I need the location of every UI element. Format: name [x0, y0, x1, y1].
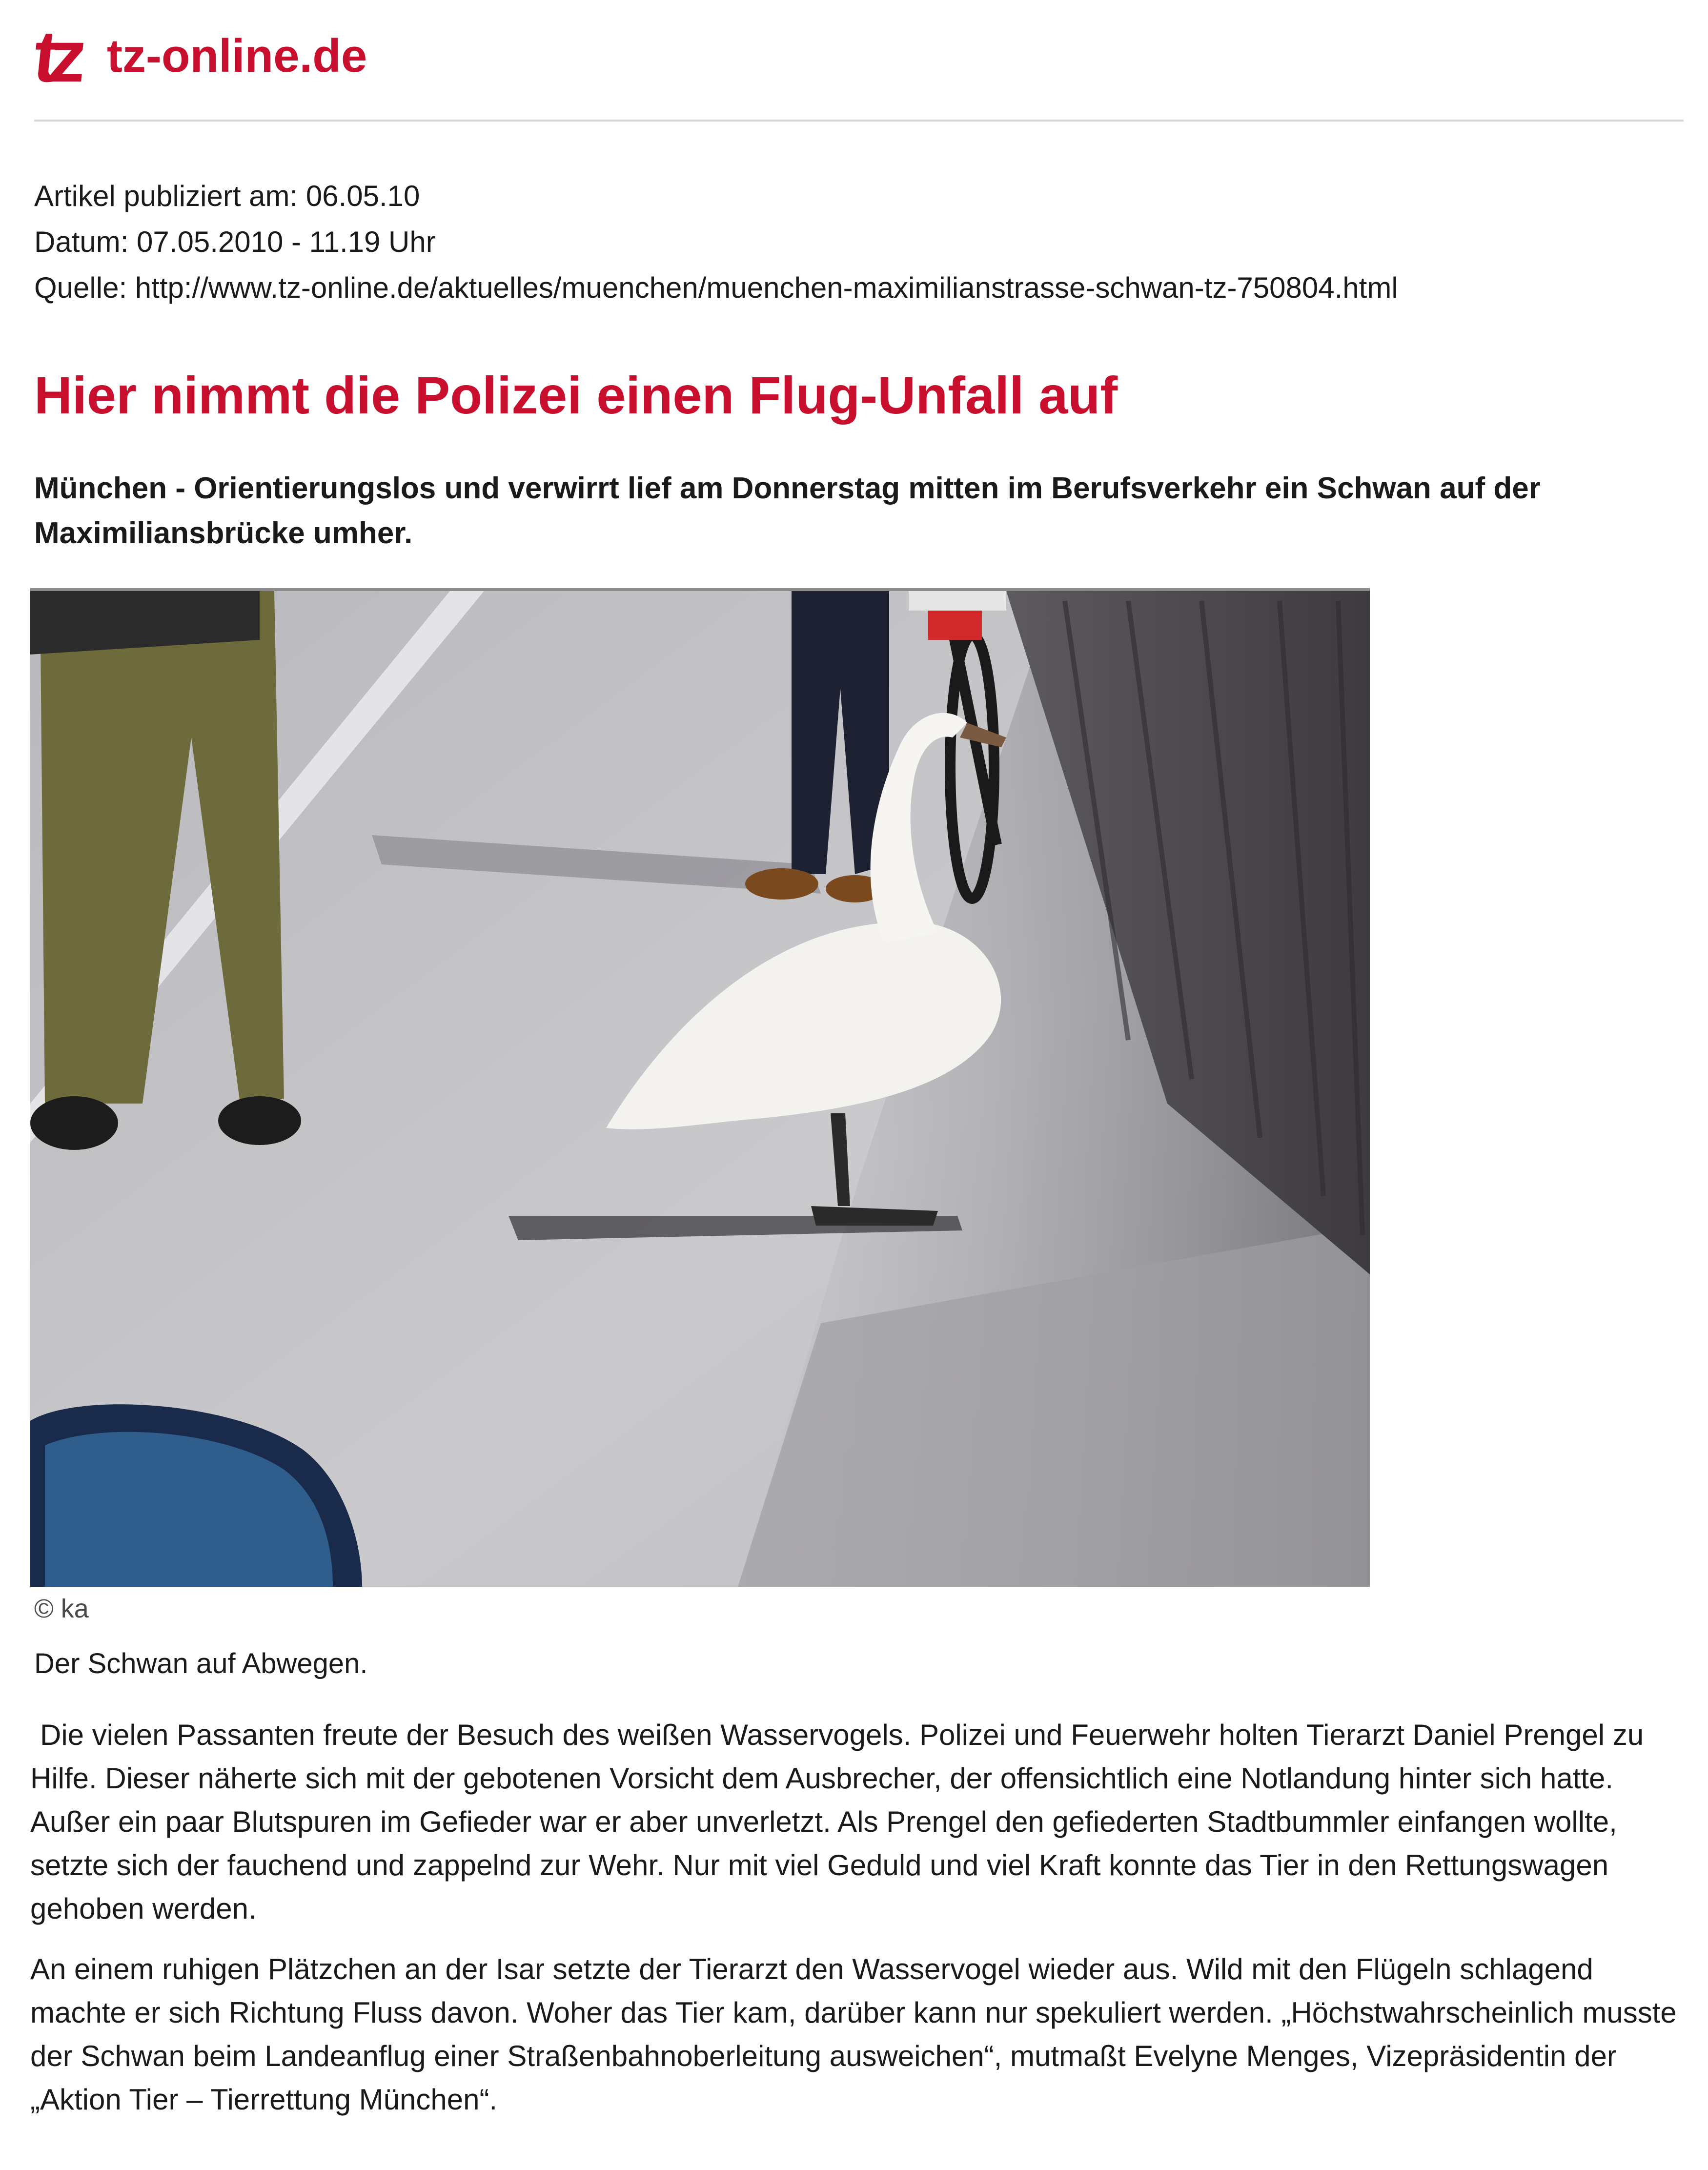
article-paragraph-1: Die vielen Passanten freute der Besuch des weißen Wasservogels. Polizei und Feuerwehr holten Tierarzt Daniel Prengel zu Hilfe. Dieser näherte sich mit der gebotenen Vorsicht dem Ausbrecher, der offensichtlich eine Notlandung hinter sich hatte. Außer ein paar Blutspuren im Gefieder war er aber unverletzt. Als Prengel den gefiederten Stadtbummler einfangen wollte, setzte sich der fauchend und zappelnd zur Wehr. Nur mit viel Geduld und viel Kraft konnte das Tier in den Rettungswagen gehoben werden. — [30, 1719, 1644, 1925]
published-date: Artikel publiziert am: 06.05.10 — [34, 180, 420, 212]
swan-photo-image — [30, 591, 1370, 1587]
article-meta — [34, 173, 1398, 311]
site-name[interactable]: tz-online.de — [106, 30, 367, 82]
article-headline: Hier nimmt die Polizei einen Flug-Unfall auf — [34, 366, 1118, 425]
article-photo — [30, 588, 1370, 1587]
tz-logo[interactable]: tz — [30, 15, 82, 97]
photo-caption: Der Schwan auf Abwegen. — [34, 1648, 368, 1679]
photo-credit: © ka — [34, 1594, 89, 1623]
article-lead: München - Orientierungslos und verwirrt lief am Donnerstag mitten im Berufsverkehr ein Schwan auf der Maximiliansbrücke umher. — [34, 471, 1541, 550]
article-date: Datum: 07.05.2010 - 11.19 Uhr — [34, 225, 436, 258]
article-paragraph-2: An einem ruhigen Plätzchen an der Isar setzte der Tierarzt den Wasservogel wieder aus. Wild mit den Flügeln schlagend machte er sich Richtung Fluss davon. Woher das Tier kam, darüber kann nur spekuliert werden. „Höchstwahrscheinlich musste der Schwan beim Landeanflug einer Straßenbahnoberleitung ausweichen“, mutmaßt Evelyne Menges, Vizepräsidentin der „Aktion Tier – Tierrettung München“. — [30, 1953, 1677, 2116]
site-header — [30, 15, 367, 98]
source-url: Quelle: http://www.tz-online.de/aktuelles/muenchen/muenchen-maximilianstrasse-schwan-tz-750804.html — [34, 271, 1398, 304]
header-divider — [34, 120, 1684, 122]
